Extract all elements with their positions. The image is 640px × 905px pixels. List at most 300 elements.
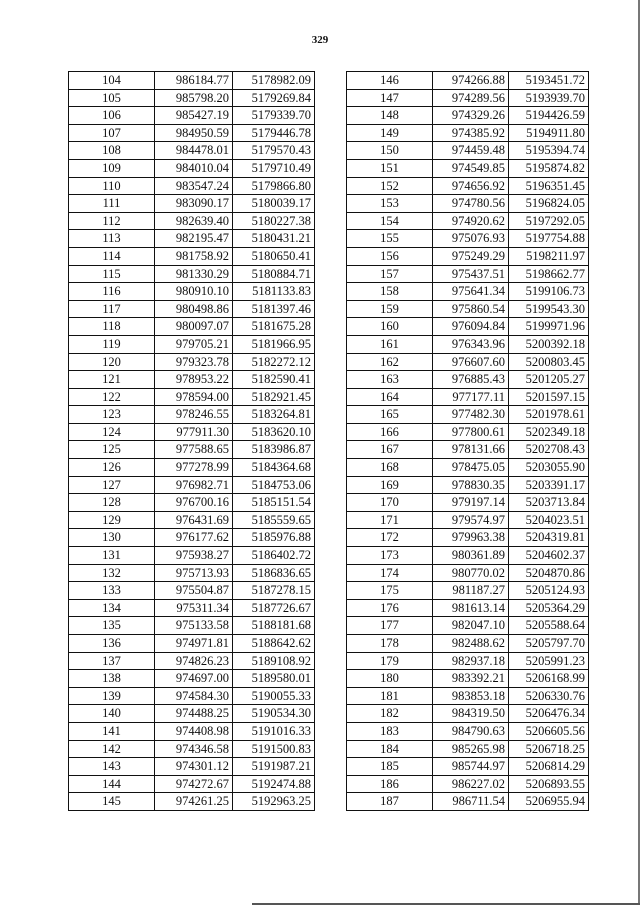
x-coordinate-cell: 978246.55	[155, 406, 233, 424]
table-row	[347, 283, 589, 301]
y-coordinate-cell: 5186402.72	[233, 547, 315, 565]
table-row	[69, 159, 315, 177]
point-number-cell: 106	[69, 107, 155, 125]
x-coordinate-cell: 974289.56	[433, 89, 509, 107]
y-coordinate-cell: 5179269.84	[233, 89, 315, 107]
y-coordinate-cell: 5206814.29	[509, 758, 589, 776]
x-coordinate-cell: 981187.27	[433, 582, 509, 600]
x-coordinate-cell: 975641.34	[433, 283, 509, 301]
y-coordinate-cell: 5186836.65	[233, 564, 315, 582]
point-number-cell: 105	[69, 89, 155, 107]
point-number-cell: 130	[69, 529, 155, 547]
point-number-cell: 172	[347, 529, 433, 547]
y-coordinate-cell: 5203055.90	[509, 459, 589, 477]
point-number-cell: 184	[347, 740, 433, 758]
y-coordinate-cell: 5200803.45	[509, 353, 589, 371]
point-number-cell: 187	[347, 793, 433, 811]
point-number-cell: 178	[347, 635, 433, 653]
table-row	[69, 599, 315, 617]
table-row	[69, 793, 315, 811]
point-number-cell: 167	[347, 441, 433, 459]
point-number-cell: 186	[347, 775, 433, 793]
x-coordinate-cell: 975437.51	[433, 265, 509, 283]
point-number-cell: 163	[347, 371, 433, 389]
table-row	[69, 511, 315, 529]
point-number-cell: 158	[347, 283, 433, 301]
x-coordinate-cell: 982488.62	[433, 635, 509, 653]
point-number-cell: 150	[347, 142, 433, 160]
point-number-cell: 168	[347, 459, 433, 477]
y-coordinate-cell: 5201205.27	[509, 371, 589, 389]
x-coordinate-cell: 974488.25	[155, 705, 233, 723]
point-number-cell: 117	[69, 300, 155, 318]
x-coordinate-cell: 983547.24	[155, 177, 233, 195]
x-coordinate-cell: 974971.81	[155, 635, 233, 653]
point-number-cell: 112	[69, 212, 155, 230]
x-coordinate-cell: 974301.12	[155, 758, 233, 776]
table-row	[347, 107, 589, 125]
table-row	[347, 476, 589, 494]
table-row	[347, 300, 589, 318]
point-number-cell: 123	[69, 406, 155, 424]
x-coordinate-cell: 981613.14	[433, 599, 509, 617]
y-coordinate-cell: 5203391.17	[509, 476, 589, 494]
y-coordinate-cell: 5182921.45	[233, 388, 315, 406]
x-coordinate-cell: 981758.92	[155, 247, 233, 265]
y-coordinate-cell: 5198662.77	[509, 265, 589, 283]
x-coordinate-cell: 974656.92	[433, 177, 509, 195]
table-row	[69, 459, 315, 477]
y-coordinate-cell: 5179866.80	[233, 177, 315, 195]
point-number-cell: 181	[347, 687, 433, 705]
y-coordinate-cell: 5206168.99	[509, 670, 589, 688]
x-coordinate-cell: 979323.78	[155, 353, 233, 371]
table-row	[69, 740, 315, 758]
table-row	[347, 423, 589, 441]
point-number-cell: 111	[69, 195, 155, 213]
table-row	[347, 142, 589, 160]
x-coordinate-cell: 984950.59	[155, 124, 233, 142]
x-coordinate-cell: 979574.97	[433, 511, 509, 529]
y-coordinate-cell: 5192963.25	[233, 793, 315, 811]
table-row	[347, 371, 589, 389]
table-row	[69, 283, 315, 301]
y-coordinate-cell: 5202708.43	[509, 441, 589, 459]
y-coordinate-cell: 5194911.80	[509, 124, 589, 142]
table-row	[347, 353, 589, 371]
point-number-cell: 165	[347, 406, 433, 424]
x-coordinate-cell: 974261.25	[155, 793, 233, 811]
x-coordinate-cell: 974408.98	[155, 722, 233, 740]
table-row	[69, 300, 315, 318]
table-row	[69, 335, 315, 353]
table-row	[347, 582, 589, 600]
y-coordinate-cell: 5205364.29	[509, 599, 589, 617]
table-row	[347, 564, 589, 582]
point-number-cell: 138	[69, 670, 155, 688]
point-number-cell: 139	[69, 687, 155, 705]
x-coordinate-cell: 985744.97	[433, 758, 509, 776]
table-row	[69, 230, 315, 248]
y-coordinate-cell: 5202349.18	[509, 423, 589, 441]
x-coordinate-cell: 982639.40	[155, 212, 233, 230]
coordinates-table-left	[68, 71, 315, 811]
x-coordinate-cell: 986184.77	[155, 72, 233, 90]
table-row	[69, 195, 315, 213]
point-number-cell: 182	[347, 705, 433, 723]
table-row	[69, 547, 315, 565]
table-row	[69, 441, 315, 459]
y-coordinate-cell: 5189108.92	[233, 652, 315, 670]
point-number-cell: 175	[347, 582, 433, 600]
x-coordinate-cell: 980770.02	[433, 564, 509, 582]
table-row	[347, 617, 589, 635]
x-coordinate-cell: 976431.69	[155, 511, 233, 529]
x-coordinate-cell: 976094.84	[433, 318, 509, 336]
y-coordinate-cell: 5195874.82	[509, 159, 589, 177]
point-number-cell: 179	[347, 652, 433, 670]
table-row	[69, 371, 315, 389]
point-number-cell: 166	[347, 423, 433, 441]
y-coordinate-cell: 5187726.67	[233, 599, 315, 617]
table-row	[347, 670, 589, 688]
point-number-cell: 171	[347, 511, 433, 529]
x-coordinate-cell: 975860.54	[433, 300, 509, 318]
table-row	[347, 335, 589, 353]
point-number-cell: 137	[69, 652, 155, 670]
y-coordinate-cell: 5199543.30	[509, 300, 589, 318]
x-coordinate-cell: 979705.21	[155, 335, 233, 353]
y-coordinate-cell: 5205124.93	[509, 582, 589, 600]
point-number-cell: 162	[347, 353, 433, 371]
x-coordinate-cell: 974459.48	[433, 142, 509, 160]
y-coordinate-cell: 5189580.01	[233, 670, 315, 688]
point-number-cell: 116	[69, 283, 155, 301]
point-number-cell: 164	[347, 388, 433, 406]
table-row	[69, 72, 315, 90]
x-coordinate-cell: 974385.92	[433, 124, 509, 142]
x-coordinate-cell: 981330.29	[155, 265, 233, 283]
point-number-cell: 151	[347, 159, 433, 177]
y-coordinate-cell: 5204602.37	[509, 547, 589, 565]
x-coordinate-cell: 974329.26	[433, 107, 509, 125]
table-row	[347, 740, 589, 758]
table-row	[347, 547, 589, 565]
table-row	[347, 89, 589, 107]
table-row	[347, 195, 589, 213]
x-coordinate-cell: 977177.11	[433, 388, 509, 406]
y-coordinate-cell: 5194426.59	[509, 107, 589, 125]
table-row	[69, 670, 315, 688]
y-coordinate-cell: 5180431.21	[233, 230, 315, 248]
y-coordinate-cell: 5204870.86	[509, 564, 589, 582]
point-number-cell: 169	[347, 476, 433, 494]
point-number-cell: 136	[69, 635, 155, 653]
table-row	[347, 159, 589, 177]
x-coordinate-cell: 986227.02	[433, 775, 509, 793]
table-row	[347, 793, 589, 811]
point-number-cell: 155	[347, 230, 433, 248]
table-row	[69, 142, 315, 160]
point-number-cell: 176	[347, 599, 433, 617]
point-number-cell: 125	[69, 441, 155, 459]
point-number-cell: 126	[69, 459, 155, 477]
table-row	[347, 247, 589, 265]
y-coordinate-cell: 5183620.10	[233, 423, 315, 441]
x-coordinate-cell: 974780.56	[433, 195, 509, 213]
y-coordinate-cell: 5193939.70	[509, 89, 589, 107]
y-coordinate-cell: 5201978.61	[509, 406, 589, 424]
x-coordinate-cell: 978131.66	[433, 441, 509, 459]
table-row	[69, 494, 315, 512]
point-number-cell: 173	[347, 547, 433, 565]
x-coordinate-cell: 984010.04	[155, 159, 233, 177]
table-row	[69, 635, 315, 653]
table-row	[69, 705, 315, 723]
x-coordinate-cell: 985798.20	[155, 89, 233, 107]
y-coordinate-cell: 5179446.78	[233, 124, 315, 142]
point-number-cell: 157	[347, 265, 433, 283]
point-number-cell: 118	[69, 318, 155, 336]
table-row	[347, 511, 589, 529]
table-row	[69, 529, 315, 547]
point-number-cell: 170	[347, 494, 433, 512]
y-coordinate-cell: 5188642.62	[233, 635, 315, 653]
y-coordinate-cell: 5191987.21	[233, 758, 315, 776]
coordinates-table-right	[346, 71, 589, 811]
y-coordinate-cell: 5196351.45	[509, 177, 589, 195]
table-row	[347, 441, 589, 459]
table-row	[347, 124, 589, 142]
y-coordinate-cell: 5206330.76	[509, 687, 589, 705]
y-coordinate-cell: 5191500.83	[233, 740, 315, 758]
x-coordinate-cell: 976607.60	[433, 353, 509, 371]
y-coordinate-cell: 5178982.09	[233, 72, 315, 90]
x-coordinate-cell: 984319.50	[433, 705, 509, 723]
point-number-cell: 134	[69, 599, 155, 617]
point-number-cell: 152	[347, 177, 433, 195]
table-row	[347, 635, 589, 653]
y-coordinate-cell: 5185976.88	[233, 529, 315, 547]
x-coordinate-cell: 977911.30	[155, 423, 233, 441]
table-row	[347, 388, 589, 406]
x-coordinate-cell: 974346.58	[155, 740, 233, 758]
table-row	[69, 476, 315, 494]
y-coordinate-cell: 5184364.68	[233, 459, 315, 477]
point-number-cell: 107	[69, 124, 155, 142]
x-coordinate-cell: 977588.65	[155, 441, 233, 459]
x-coordinate-cell: 982937.18	[433, 652, 509, 670]
x-coordinate-cell: 977278.99	[155, 459, 233, 477]
y-coordinate-cell: 5185559.65	[233, 511, 315, 529]
y-coordinate-cell: 5183264.81	[233, 406, 315, 424]
table-row	[347, 599, 589, 617]
table-row	[69, 406, 315, 424]
y-coordinate-cell: 5193451.72	[509, 72, 589, 90]
table-row	[69, 652, 315, 670]
table-row	[69, 423, 315, 441]
y-coordinate-cell: 5180650.41	[233, 247, 315, 265]
table-row	[69, 758, 315, 776]
x-coordinate-cell: 975311.34	[155, 599, 233, 617]
x-coordinate-cell: 976700.16	[155, 494, 233, 512]
point-number-cell: 131	[69, 547, 155, 565]
point-number-cell: 120	[69, 353, 155, 371]
y-coordinate-cell: 5204319.81	[509, 529, 589, 547]
table-row	[69, 388, 315, 406]
y-coordinate-cell: 5203713.84	[509, 494, 589, 512]
x-coordinate-cell: 977800.61	[433, 423, 509, 441]
point-number-cell: 114	[69, 247, 155, 265]
point-number-cell: 159	[347, 300, 433, 318]
y-coordinate-cell: 5180884.71	[233, 265, 315, 283]
x-coordinate-cell: 978475.05	[433, 459, 509, 477]
point-number-cell: 119	[69, 335, 155, 353]
table-row	[69, 89, 315, 107]
point-number-cell: 174	[347, 564, 433, 582]
table-row	[69, 722, 315, 740]
y-coordinate-cell: 5205588.64	[509, 617, 589, 635]
point-number-cell: 133	[69, 582, 155, 600]
y-coordinate-cell: 5181133.83	[233, 283, 315, 301]
y-coordinate-cell: 5187278.15	[233, 582, 315, 600]
x-coordinate-cell: 983853.18	[433, 687, 509, 705]
x-coordinate-cell: 980910.10	[155, 283, 233, 301]
x-coordinate-cell: 975249.29	[433, 247, 509, 265]
x-coordinate-cell: 980097.07	[155, 318, 233, 336]
table-row	[347, 318, 589, 336]
y-coordinate-cell: 5179339.70	[233, 107, 315, 125]
point-number-cell: 115	[69, 265, 155, 283]
x-coordinate-cell: 985427.19	[155, 107, 233, 125]
y-coordinate-cell: 5200392.18	[509, 335, 589, 353]
y-coordinate-cell: 5205797.70	[509, 635, 589, 653]
point-number-cell: 143	[69, 758, 155, 776]
point-number-cell: 121	[69, 371, 155, 389]
y-coordinate-cell: 5179570.43	[233, 142, 315, 160]
point-number-cell: 154	[347, 212, 433, 230]
x-coordinate-cell: 974272.67	[155, 775, 233, 793]
point-number-cell: 177	[347, 617, 433, 635]
table-row	[347, 687, 589, 705]
x-coordinate-cell: 974697.00	[155, 670, 233, 688]
table-row	[69, 247, 315, 265]
x-coordinate-cell: 976982.71	[155, 476, 233, 494]
point-number-cell: 135	[69, 617, 155, 635]
point-number-cell: 148	[347, 107, 433, 125]
point-number-cell: 113	[69, 230, 155, 248]
point-number-cell: 140	[69, 705, 155, 723]
table-row	[347, 758, 589, 776]
y-coordinate-cell: 5195394.74	[509, 142, 589, 160]
x-coordinate-cell: 980498.86	[155, 300, 233, 318]
y-coordinate-cell: 5205991.23	[509, 652, 589, 670]
y-coordinate-cell: 5183986.87	[233, 441, 315, 459]
point-number-cell: 145	[69, 793, 155, 811]
y-coordinate-cell: 5206718.25	[509, 740, 589, 758]
table-row	[69, 582, 315, 600]
y-coordinate-cell: 5206605.56	[509, 722, 589, 740]
point-number-cell: 108	[69, 142, 155, 160]
y-coordinate-cell: 5197292.05	[509, 212, 589, 230]
point-number-cell: 144	[69, 775, 155, 793]
point-number-cell: 109	[69, 159, 155, 177]
point-number-cell: 153	[347, 195, 433, 213]
x-coordinate-cell: 984478.01	[155, 142, 233, 160]
table-row	[69, 617, 315, 635]
point-number-cell: 141	[69, 722, 155, 740]
point-number-cell: 161	[347, 335, 433, 353]
y-coordinate-cell: 5179710.49	[233, 159, 315, 177]
x-coordinate-cell: 982047.10	[433, 617, 509, 635]
y-coordinate-cell: 5181675.28	[233, 318, 315, 336]
x-coordinate-cell: 982195.47	[155, 230, 233, 248]
table-row	[69, 177, 315, 195]
table-row	[347, 212, 589, 230]
point-number-cell: 127	[69, 476, 155, 494]
x-coordinate-cell: 985265.98	[433, 740, 509, 758]
table-row	[69, 265, 315, 283]
y-coordinate-cell: 5197754.88	[509, 230, 589, 248]
page-number: 329	[311, 34, 329, 46]
y-coordinate-cell: 5199106.73	[509, 283, 589, 301]
x-coordinate-cell: 978830.35	[433, 476, 509, 494]
y-coordinate-cell: 5190534.30	[233, 705, 315, 723]
table-row	[347, 177, 589, 195]
point-number-cell: 124	[69, 423, 155, 441]
x-coordinate-cell: 978594.00	[155, 388, 233, 406]
point-number-cell: 142	[69, 740, 155, 758]
point-number-cell: 185	[347, 758, 433, 776]
x-coordinate-cell: 986711.54	[433, 793, 509, 811]
y-coordinate-cell: 5190055.33	[233, 687, 315, 705]
x-coordinate-cell: 976343.96	[433, 335, 509, 353]
y-coordinate-cell: 5180227.38	[233, 212, 315, 230]
y-coordinate-cell: 5180039.17	[233, 195, 315, 213]
table-row	[69, 564, 315, 582]
table-row	[69, 775, 315, 793]
table-row	[69, 318, 315, 336]
table-row	[69, 353, 315, 371]
y-coordinate-cell: 5206893.55	[509, 775, 589, 793]
y-coordinate-cell: 5206476.34	[509, 705, 589, 723]
table-row	[347, 652, 589, 670]
point-number-cell: 180	[347, 670, 433, 688]
point-number-cell: 110	[69, 177, 155, 195]
x-coordinate-cell: 983392.21	[433, 670, 509, 688]
point-number-cell: 132	[69, 564, 155, 582]
table-row	[347, 494, 589, 512]
table-row	[69, 107, 315, 125]
x-coordinate-cell: 975504.87	[155, 582, 233, 600]
x-coordinate-cell: 984790.63	[433, 722, 509, 740]
y-coordinate-cell: 5188181.68	[233, 617, 315, 635]
x-coordinate-cell: 977482.30	[433, 406, 509, 424]
point-number-cell: 156	[347, 247, 433, 265]
x-coordinate-cell: 974584.30	[155, 687, 233, 705]
x-coordinate-cell: 975133.58	[155, 617, 233, 635]
y-coordinate-cell: 5206955.94	[509, 793, 589, 811]
x-coordinate-cell: 974826.23	[155, 652, 233, 670]
x-coordinate-cell: 979963.38	[433, 529, 509, 547]
y-coordinate-cell: 5181397.46	[233, 300, 315, 318]
table-row	[347, 722, 589, 740]
table-row	[69, 212, 315, 230]
table-row	[69, 687, 315, 705]
x-coordinate-cell: 975938.27	[155, 547, 233, 565]
x-coordinate-cell: 974266.88	[433, 72, 509, 90]
point-number-cell: 104	[69, 72, 155, 90]
